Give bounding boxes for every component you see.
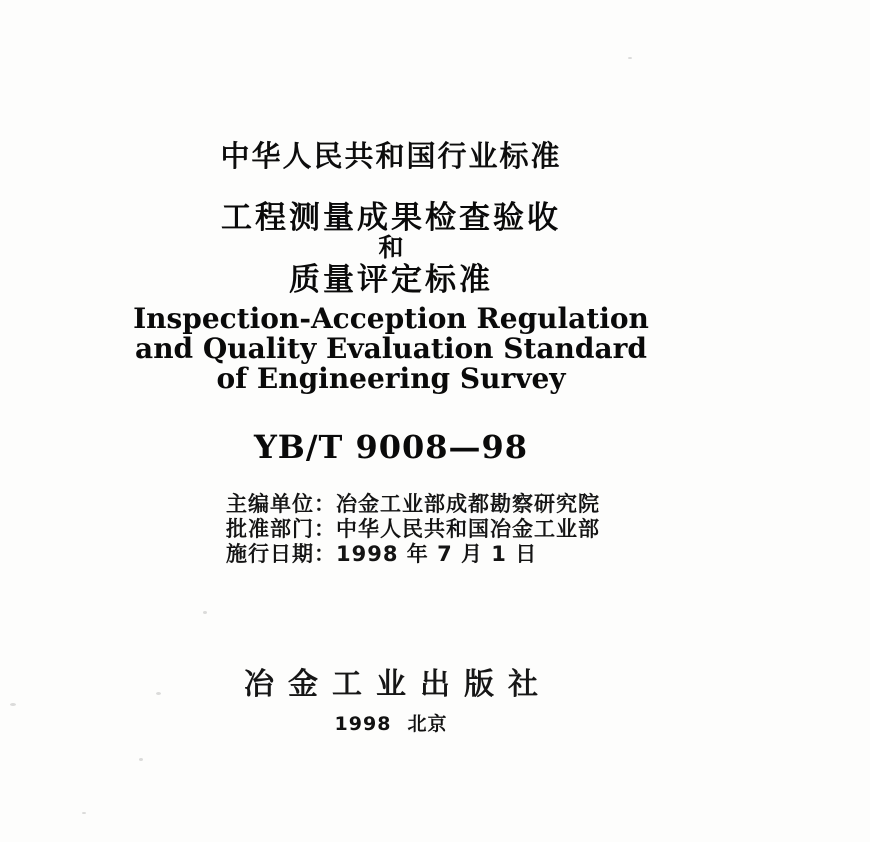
publisher-name: 冶金工业出版社	[244, 667, 552, 702]
info-label: 主编单位：	[226, 492, 336, 516]
info-value: 冶金工业部成都勘察研究院	[336, 492, 600, 516]
scan-speck	[203, 611, 207, 614]
info-label: 施行日期：	[226, 542, 336, 566]
document-title-en	[0, 304, 782, 394]
scan-speck	[82, 812, 86, 814]
document-title-cn-line1: 工程测量成果检查验收	[221, 200, 561, 236]
scan-speck	[156, 692, 161, 695]
document-title-en-line2: and Quality Evaluation Standard	[135, 332, 647, 365]
info-value: 1998 年 7 月 1 日	[336, 542, 538, 566]
imprint-city: 北京	[407, 713, 448, 735]
info-line-approver	[226, 517, 600, 542]
info-line-chief-editor	[226, 492, 600, 517]
info-value: 中华人民共和国冶金工业部	[336, 517, 600, 541]
info-label: 批准部门：	[226, 517, 336, 541]
imprint-year: 1998	[334, 713, 392, 735]
document-title-cn-line3: 质量评定标准	[289, 262, 493, 298]
publication-info	[226, 492, 600, 567]
document-title-cn-line2: 和	[378, 233, 404, 262]
standard-type-heading: 中华人民共和国行业标准	[220, 139, 562, 173]
standard-code: YB/T 9008—98	[253, 428, 529, 466]
scan-speck	[628, 57, 632, 59]
scan-speck	[10, 703, 16, 706]
document-title-en-line3: of Engineering Survey	[216, 362, 566, 395]
scan-speck	[139, 758, 143, 761]
info-line-effective-date	[226, 542, 600, 567]
imprint-line	[0, 709, 782, 736]
document-title-en-line1: Inspection-Acception Regulation	[133, 302, 649, 335]
